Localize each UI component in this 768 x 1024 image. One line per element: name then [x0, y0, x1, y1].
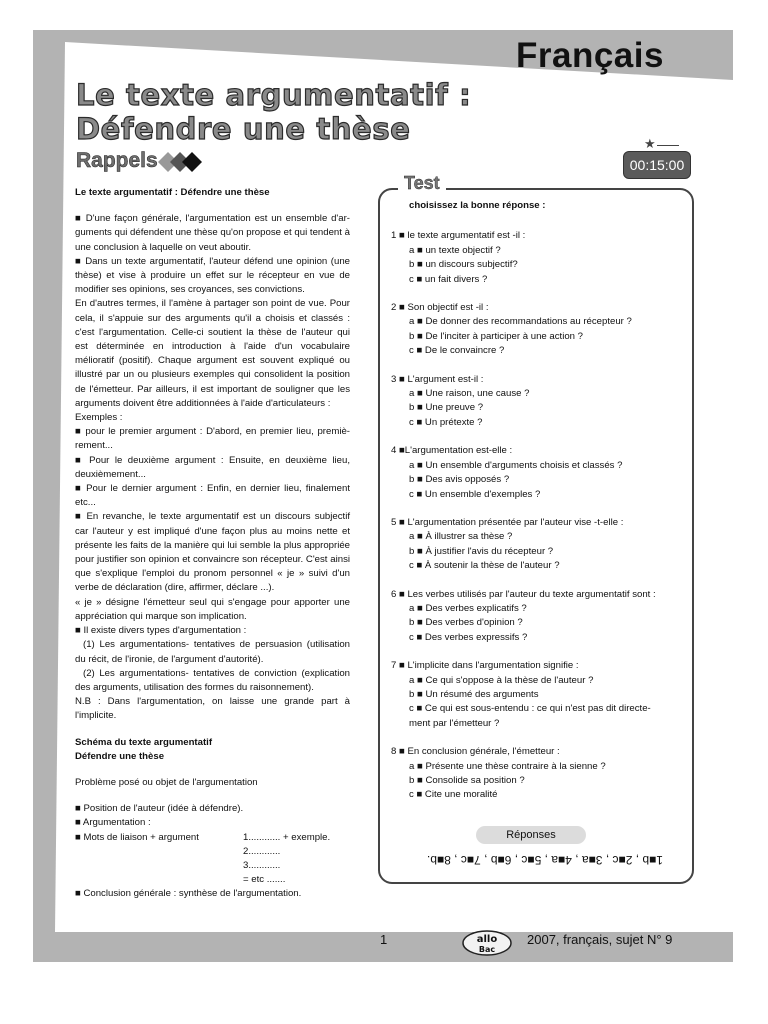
test-instruction: choisissez la bonne réponse : [409, 200, 546, 211]
answer-option[interactable]: a ■ Un ensemble d'arguments choisis et classés ? [409, 459, 623, 471]
question-6 [391, 588, 686, 646]
question-text: 1 ■ le texte argumentatif est -il : [391, 230, 526, 242]
lesson-paragraph: (2) Les argumentations- tentatives de conviction (explication des arguments, utilisation des formes du raisonnement). [75, 667, 350, 693]
allobac-logo-icon [462, 930, 512, 956]
answer-option[interactable]: c ■ un fait divers ? [409, 273, 488, 285]
schema-item: 2............ [243, 845, 281, 857]
answer-option[interactable]: a ■ un texte objectif ? [409, 244, 501, 256]
schema-item: = etc ....... [243, 874, 286, 886]
question-4 [391, 444, 686, 502]
schema-problem: Problème posé ou objet de l'argumentation [75, 776, 258, 788]
lesson-paragraph: ■ Dans un texte argumentatif, l'auteur défend une opinion (une thèse) et vise à produire un effet sur le récepteur en vue de modifier ses opinions, ses croyances, ses convictions. [75, 255, 350, 296]
timer-display: 00:15:00 [623, 151, 691, 179]
schema-conclusion: ■ Conclusion générale : synthèse de l'argumentation. [75, 888, 302, 900]
answer-option[interactable]: b ■ un discours subjectif? [409, 259, 518, 271]
answer-option[interactable]: b ■ Consolide sa position ? [409, 775, 525, 786]
lesson-paragraph: ■ Pour le deuxième argument : Ensuite, en deuxième lieu, deuxièmement... [75, 454, 350, 480]
answer-option[interactable]: a ■ Une raison, une cause ? [409, 388, 530, 400]
lesson-paragraph: ■ Pour le dernier argument : Enfin, en dernier lieu, finalement etc... [75, 483, 350, 509]
diamonds-icon [158, 150, 206, 174]
lesson-paragraph: ■ D'une façon générale, l'argumentation est un ensemble d'arguments qui défendent une thèse qu'on propose et qui tendent à une conclusion à laquelle on veut aboutir. [75, 213, 350, 253]
schema-item: 3............ [243, 859, 281, 871]
question-text: 3 ■ L'argument est-il : [391, 373, 484, 385]
question-text: 4 ■L'argumentation est-elle : [391, 445, 513, 457]
reponses-button[interactable]: Réponses [476, 826, 586, 844]
question-text: 2 ■ Son objectif est -il : [391, 302, 489, 314]
question-7 [391, 659, 686, 731]
star-icon: ★ [644, 136, 679, 152]
lesson-paragraph: Exemples : [75, 412, 123, 424]
answer-option[interactable]: a ■ À illustrer sa thèse ? [409, 531, 513, 543]
schema-heading: Schéma du texte argumentatif [75, 736, 213, 748]
answer-option[interactable]: c ■ À soutenir la thèse de l'auteur ? [409, 560, 560, 572]
schema-position: ■ Position de l'auteur (idée à défendre). [75, 803, 244, 815]
answer-option[interactable]: c ■ Des verbes expressifs ? [409, 631, 528, 643]
answers-key: 1■b , 2■c , 3■a , 4■a , 5■c , 6■b , 7■c , 8■b. [426, 853, 664, 867]
answer-option[interactable]: b ■ Des verbes d'opinion ? [409, 617, 523, 629]
schema-argumentation: ■ Argumentation : [75, 817, 151, 829]
question-text: 5 ■ L'argumentation présentée par l'auteur vise -t-elle : [391, 516, 624, 528]
question-3 [391, 373, 686, 431]
logo-text-bottom: Bac [478, 945, 496, 954]
rappels-label: Rappels [76, 149, 158, 172]
question-1 [391, 229, 686, 287]
lesson-paragraph: ■ En revanche, le texte argumentatif est un discours subjectif car l'auteur y est impliqué d'une façon plus au moins nette et présente les faits de la manière qui lui semble la plus appropriée pour justifier son opinion et convaincre son récepteur. C'est ainsi que s'explique l'emploi du pronom personnel « je » suivi d'un verbe de déclaration (dire, affirmer, déclare ...). [75, 511, 350, 594]
subject-heading: Français [516, 36, 664, 75]
answer-option[interactable]: b ■ Un résumé des arguments [409, 688, 539, 700]
answer-option[interactable]: c ■ Ce qui est sous-entendu : ce qui n'est pas dit directe- [409, 703, 651, 715]
answer-option[interactable]: c ■ Un prétexte ? [409, 416, 483, 428]
title-line-2: Défendre une thèse [76, 112, 411, 146]
question-5 [391, 516, 686, 574]
lesson-paragraph: « je » désigne l'émetteur seul qui s'engage pour apporter une appréciation qui marque son implication. [75, 596, 350, 622]
title-line-1: Le texte argumentatif : [76, 78, 472, 112]
answer-option[interactable]: c ■ Cite une moralité [409, 789, 498, 801]
answer-option[interactable]: b ■ De l'inciter à participer à une action ? [409, 330, 584, 342]
schema-subheading: Défendre une thèse [75, 750, 165, 762]
answer-option[interactable]: b ■ Des avis opposés ? [409, 474, 510, 486]
lesson-paragraph: ■ pour le premier argument : D'abord, en premier lieu, premièrement... [75, 426, 350, 452]
lesson-column [75, 186, 350, 901]
test-content [391, 199, 686, 817]
answer-option[interactable]: b ■ Une preuve ? [409, 402, 484, 414]
lesson-paragraph: En d'autres termes, il l'amène à partager son point de vue. Pour cela, il s'appuie sur des arguments qu'il a choisis et classés : c'est l'argumentation. Celle-ci soutient la thèse de l'auteur qui est déterminée en introduction à l'aide d'un vocabulaire mélioratif (positif). Chaque argument est souvent expliqué ou illustré par un ou plusieurs exemples qui consolident la position de l'émetteur. Par ailleurs, il est important de souligner que les arguments doivent être additionnées à l'aide d'articulateurs : [75, 298, 350, 409]
answer-option[interactable]: a ■ Ce qui s'oppose à la thèse de l'auteur ? [409, 674, 594, 686]
test-label: Test [398, 173, 446, 194]
lesson-paragraph: N.B : Dans l'argumentation, on laisse une grande part à l'implicite. [75, 696, 350, 722]
question-text: 6 ■ Les verbes utilisés par l'auteur du texte argumentatif sont : [391, 588, 656, 600]
lesson-paragraph: ■ Il existe divers types d'argumentation : [75, 625, 247, 637]
answer-option-continued: ment par l'émetteur ? [409, 717, 500, 729]
question-8 [391, 745, 686, 803]
lesson-paragraph: (1) Les argumentations- tentatives de persuasion (utilisation du récit, de l'ironie, de l'argument d'autorité). [75, 639, 350, 665]
question-text: 8 ■ En conclusion générale, l'émetteur : [391, 746, 560, 758]
question-text: 7 ■ L'implicite dans l'argumentation signifie : [391, 660, 579, 672]
footer-info: 2007, français, sujet N° 9 [527, 932, 673, 947]
answer-option[interactable]: a ■ De donner des recommandations au récepteur ? [409, 316, 632, 328]
answer-option[interactable]: a ■ Des verbes explicatifs ? [409, 602, 527, 614]
logo-text-top: allo [476, 934, 498, 945]
answer-option[interactable]: c ■ Un ensemble d'exemples ? [409, 488, 541, 500]
answer-option[interactable]: b ■ À justifier l'avis du récepteur ? [409, 545, 554, 557]
schema-item: 1............ + exemple. [243, 831, 331, 843]
question-2 [391, 301, 686, 359]
page-number: 1 [380, 932, 388, 947]
page-title [76, 78, 471, 146]
lesson-heading: Le texte argumentatif : Défendre une thèse [75, 187, 270, 198]
answer-option[interactable]: c ■ De le convaincre ? [409, 345, 505, 357]
answer-option[interactable]: a ■ Présente une thèse contraire à la sienne ? [409, 760, 606, 772]
schema-liaison: ■ Mots de liaison + argument [75, 831, 199, 843]
